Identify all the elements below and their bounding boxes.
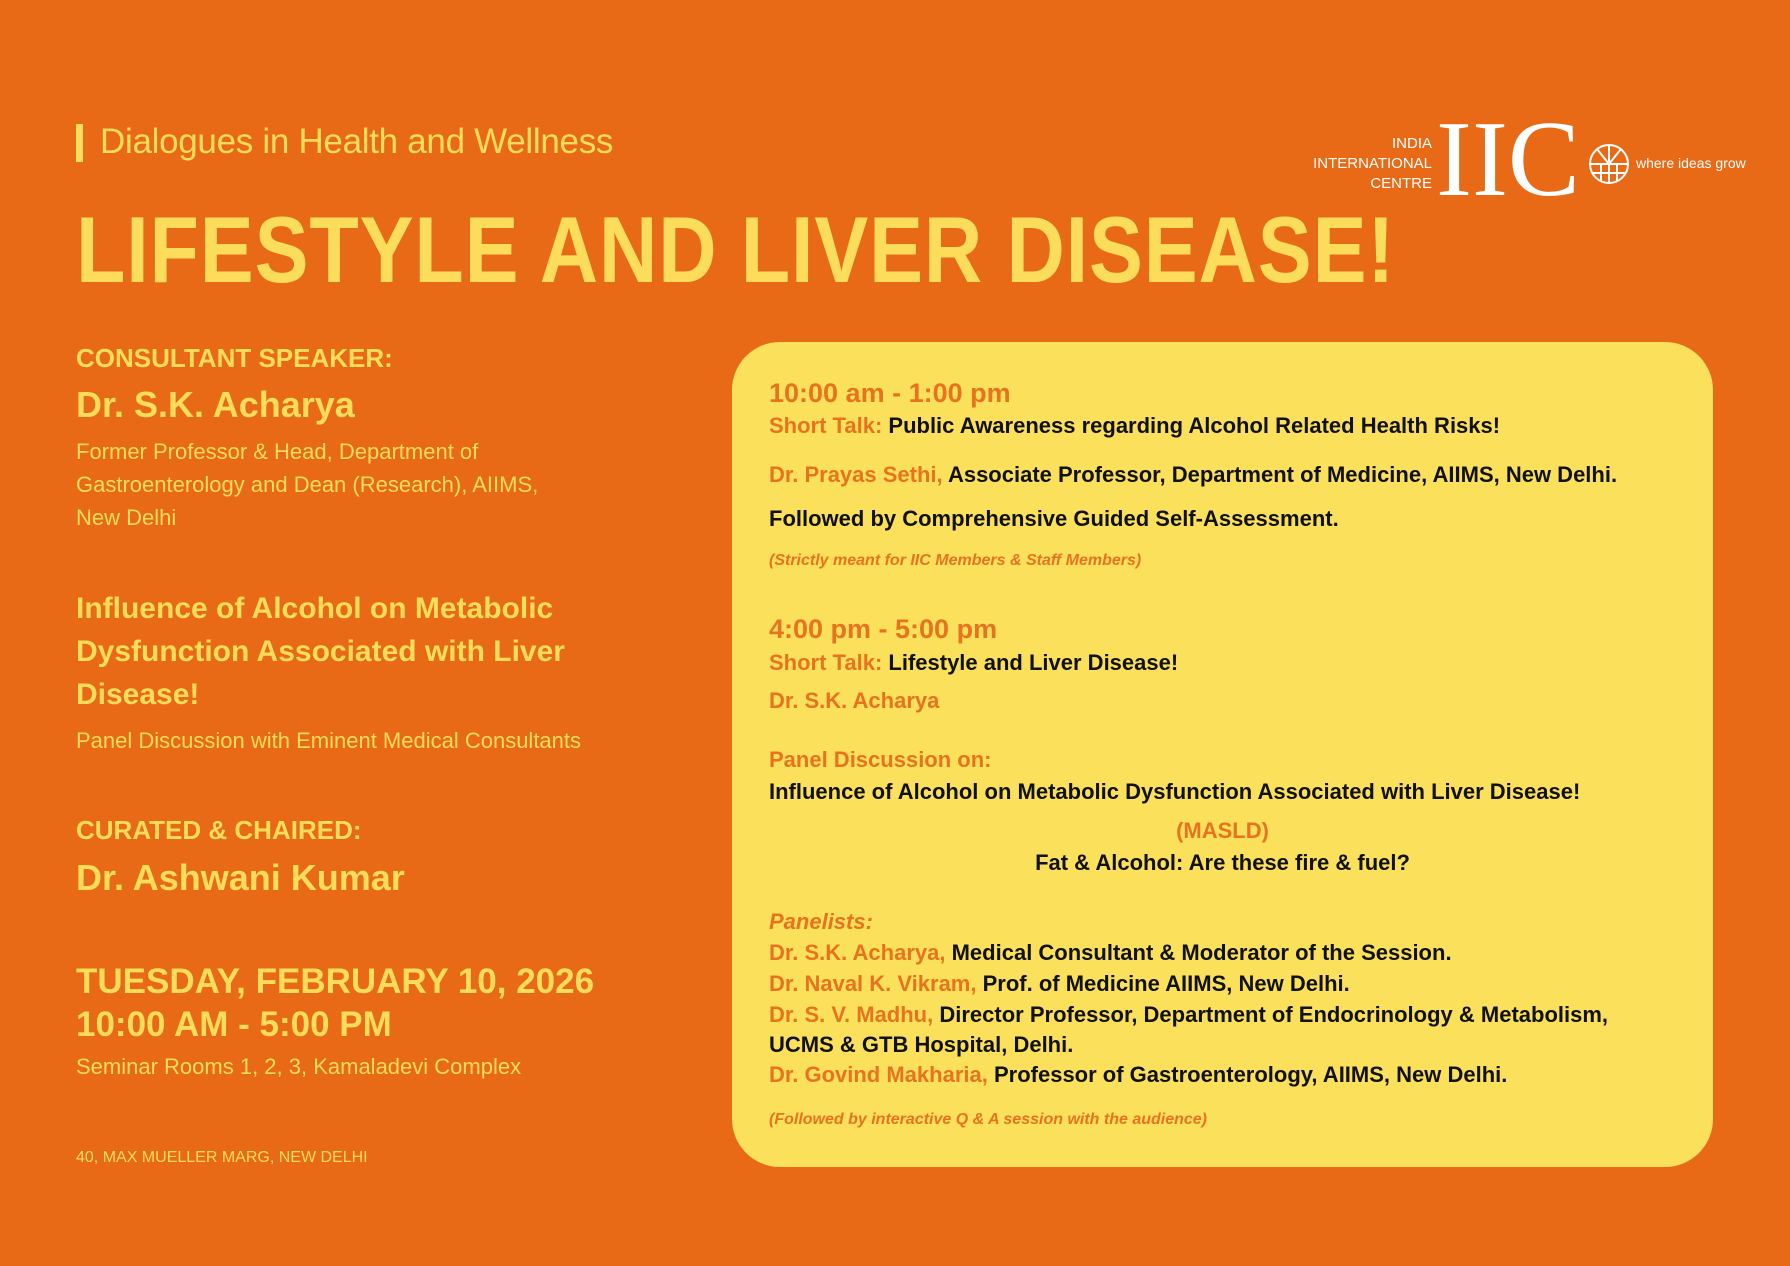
curated-name: Dr. Ashwani Kumar [76,857,405,898]
consultant-name: Dr. S.K. Acharya [76,384,355,425]
session1-speaker: Dr. Prayas Sethi, [769,462,943,487]
desc-line: Gastroenterology and Dean (Research), AIIMS, [76,472,539,497]
closing-note: (Followed by interactive Q & A session with the audience) [769,1111,1208,1128]
desc-line: New Delhi [76,505,177,530]
topic-line: Disease! [76,678,200,711]
session1-follow: Followed by Comprehensive Guided Self-Assessment. [769,506,1339,531]
consultant-desc [76,435,538,534]
logo-line: INTERNATIONAL [1313,155,1432,172]
panel-label: Panel Discussion on: [769,747,992,772]
panel-question: Fat & Alcohol: Are these fire & fuel? [1035,850,1410,875]
session2-time: 4:00 pm - 5:00 pm [769,614,998,644]
panelist-desc: UCMS & GTB Hospital, Delhi. [769,1032,1074,1057]
session1-speaker-desc: Associate Professor, Department of Medicine, AIIMS, New Delhi. [947,462,1618,487]
curated-label: CURATED & CHAIRED: [76,815,362,845]
series-title: Dialogues in Health and Wellness [100,122,614,161]
desc-line: Former Professor & Head, Department of [76,439,479,464]
session1-label: Short Talk: [769,413,883,438]
panelists-label: Panelists: [769,909,873,934]
consultant-label: CONSULTANT SPEAKER: [76,343,393,373]
logo-tagline: where ideas grow [1636,155,1746,171]
panelist-desc: Professor of Gastroenterology, AIIMS, New Delhi. [993,1062,1508,1087]
panel-topic: Influence of Alcohol on Metabolic Dysfunction Associated with Liver Disease! [769,779,1581,804]
panelist-name: Dr. Govind Makharia, [769,1062,988,1087]
accent-bar [76,124,83,162]
session2-talk: Lifestyle and Liver Disease! [888,650,1179,675]
event-title: LIFESTYLE AND LIVER DISEASE! [76,197,1396,302]
globe-icon [1587,142,1631,186]
event-address: 40, MAX MUELLER MARG, NEW DELHI [76,1149,368,1166]
panelist-desc: Prof. of Medicine AIIMS, New Delhi. [982,971,1350,996]
panelist-desc: Medical Consultant & Moderator of the Session. [951,940,1452,965]
panel-note: Panel Discussion with Eminent Medical Consultants [76,728,582,753]
panelist-name: Dr. Naval K. Vikram, [769,971,977,996]
session2-label: Short Talk: [769,650,883,675]
session1-time: 10:00 am - 1:00 pm [769,378,1011,408]
panelist-name: Dr. S.K. Acharya, [769,940,946,965]
logo-line: INDIA [1391,135,1432,152]
event-time: 10:00 AM - 5:00 PM [76,1005,392,1044]
topic-line: Dysfunction Associated with Liver [76,635,565,668]
session1-note: (Strictly meant for IIC Members & Staff Members) [769,552,1142,569]
masld: (MASLD) [1176,818,1269,843]
session2-speaker: Dr. S.K. Acharya [769,688,940,713]
panelist-desc: Director Professor, Department of Endocrinology & Metabolism, [939,1002,1609,1027]
logo-mark: IIC [1436,100,1580,219]
session1-talk: Public Awareness regarding Alcohol Related Health Risks! [888,413,1501,438]
topic-line: Influence of Alcohol on Metabolic [76,592,554,625]
logo-line: CENTRE [1370,175,1432,192]
event-date: TUESDAY, FEBRUARY 10, 2026 [76,962,595,1001]
panelist-name: Dr. S. V. Madhu, [769,1002,934,1027]
topic-heading [76,587,565,716]
event-venue: Seminar Rooms 1, 2, 3, Kamaladevi Complex [76,1054,522,1079]
